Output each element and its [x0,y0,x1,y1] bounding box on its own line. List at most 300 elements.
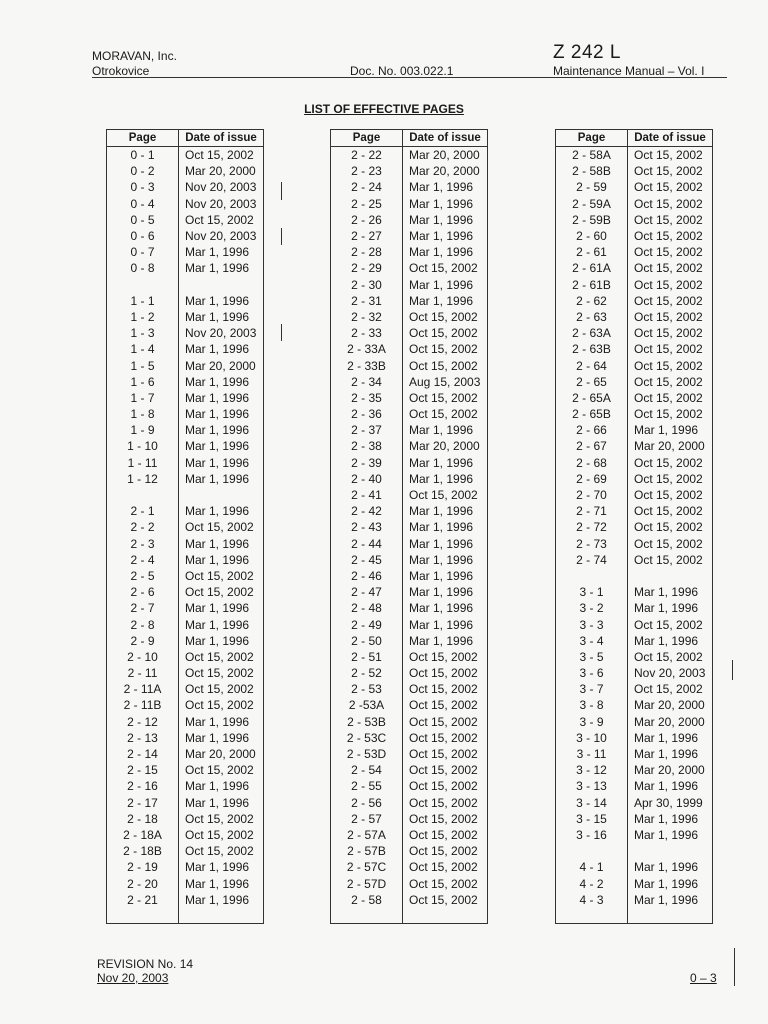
date-cell: Mar 1, 1996 [634,747,699,762]
date-cell: Mar 1, 1996 [185,471,250,486]
date-cell: Oct 15, 2002 [409,860,478,875]
page-cell: 1 - 11 [107,455,179,471]
page-cell: 2 - 58 [331,892,403,908]
table-row [556,892,713,908]
table-row [331,163,488,179]
date-cell: Oct 15, 2002 [634,390,703,405]
date-cell: Mar 1, 1996 [185,293,250,308]
date-cell: Mar 1, 1996 [409,552,474,567]
page-cell: 2 - 34 [331,374,403,390]
page-cell: 2 - 61 [556,244,628,260]
table-row [107,455,264,471]
table-row [107,374,264,390]
table-row [331,325,488,341]
page-cell: 0 - 3 [107,179,179,195]
table-row [331,600,488,616]
table-row [107,875,264,891]
date-cell: Oct 15, 2002 [409,682,478,697]
table-row [107,714,264,730]
table-row [107,212,264,228]
page-cell: 3 - 6 [556,665,628,681]
table-row [107,649,264,665]
page-cell: 3 - 12 [556,762,628,778]
date-cell: Oct 15, 2002 [185,585,254,600]
date-cell: Oct 15, 2002 [634,164,703,179]
page-cell: 2 - 63B [556,341,628,357]
date-cell: Mar 1, 1996 [634,601,699,616]
date-cell: Oct 15, 2002 [409,747,478,762]
table-row [107,293,264,309]
table-row [331,471,488,487]
page-cell: 2 - 19 [107,859,179,875]
page-cell: 2 - 65B [556,406,628,422]
page-cell: 2 - 52 [331,665,403,681]
table-row [331,859,488,875]
date-cell: Nov 20, 2003 [185,180,257,195]
table-row [556,471,713,487]
table-row [331,795,488,811]
page-cell: 2 - 2 [107,519,179,535]
date-cell: Oct 15, 2002 [409,488,478,503]
date-cell: Oct 15, 2002 [634,293,703,308]
table-row [107,196,264,212]
table-row [331,244,488,260]
page-cell: 2 - 4 [107,552,179,568]
table-row [107,244,264,260]
date-cell: Oct 15, 2002 [634,277,703,292]
table-row [107,600,264,616]
table-row [556,859,713,875]
page-cell: 1 - 8 [107,406,179,422]
table-row [107,487,264,503]
date-cell: Oct 15, 2002 [634,536,703,551]
table-row [331,584,488,600]
page-cell: 2 - 53C [331,730,403,746]
table-row [556,568,713,584]
table-row [331,228,488,244]
date-cell: Oct 15, 2002 [634,504,703,519]
page-cell: 3 - 10 [556,730,628,746]
date-cell: Oct 15, 2002 [634,326,703,341]
date-cell: Oct 15, 2002 [185,844,254,859]
page-cell: 1 - 12 [107,471,179,487]
page-cell: 2 - 22 [331,147,403,164]
revision-change-bar [732,660,733,680]
table-row [331,875,488,891]
table-row [331,568,488,584]
page-cell [556,843,628,859]
date-cell: Oct 15, 2002 [409,407,478,422]
date-cell: Oct 15, 2002 [409,730,478,745]
date-cell: Oct 15, 2002 [409,358,478,373]
page-cell: 2 - 12 [107,714,179,730]
date-cell: Oct 15, 2002 [185,148,254,163]
date-cell: Mar 20, 2000 [634,714,705,729]
page-cell: 2 - 71 [556,503,628,519]
header-date: Date of issue [179,130,264,147]
date-cell: Mar 1, 1996 [409,568,474,583]
date-cell: Mar 20, 2000 [634,698,705,713]
company-name: MORAVAN, Inc. [92,49,177,63]
date-cell: Mar 1, 1996 [634,827,699,842]
table-row [331,293,488,309]
page-cell: 2 - 14 [107,746,179,762]
date-cell: Oct 15, 2002 [634,229,703,244]
date-cell: Mar 20, 2000 [185,747,256,762]
table-filler-row [556,908,713,924]
date-cell: Oct 15, 2002 [409,390,478,405]
date-cell: Oct 15, 2002 [634,488,703,503]
date-cell: Mar 1, 1996 [634,811,699,826]
revision-change-bar [281,182,282,200]
page-cell: 2 - 74 [556,552,628,568]
table-row [107,778,264,794]
date-cell: Mar 1, 1996 [185,504,250,519]
table-row [331,697,488,713]
table-row [331,519,488,535]
header-rule [92,77,727,78]
table-row [107,163,264,179]
date-cell: Mar 1, 1996 [185,601,250,616]
table-row [107,503,264,519]
date-cell: Mar 1, 1996 [634,585,699,600]
page-cell: 2 - 66 [556,422,628,438]
table-row [556,341,713,357]
page-cell: 2 - 44 [331,536,403,552]
date-cell [179,277,264,293]
table-row [556,762,713,778]
date-cell: Mar 20, 2000 [185,164,256,179]
page-cell: 2 - 33 [331,325,403,341]
page-cell: 2 - 7 [107,600,179,616]
header-page: Page [556,130,628,147]
table-row [331,422,488,438]
table-row [556,293,713,309]
page-cell: 2 - 53 [331,681,403,697]
date-cell: Mar 1, 1996 [185,617,250,632]
page-cell: 2 - 11 [107,665,179,681]
table-row [331,714,488,730]
page-cell: 2 - 24 [331,179,403,195]
date-cell: Mar 1, 1996 [634,779,699,794]
page-cell: 2 - 28 [331,244,403,260]
date-cell: Mar 1, 1996 [185,439,250,454]
page-cell: 2 - 58B [556,163,628,179]
date-cell: Mar 1, 1996 [185,876,250,891]
table-row [331,665,488,681]
table-row [331,503,488,519]
table-row [556,228,713,244]
revision-date: Nov 20, 2003 [97,971,169,985]
table-row [556,584,713,600]
date-cell: Apr 30, 1999 [634,795,703,810]
table-row [556,811,713,827]
table-row [556,681,713,697]
page-cell: 3 - 7 [556,681,628,697]
page-cell: 1 - 7 [107,390,179,406]
date-cell: Oct 15, 2002 [634,180,703,195]
page-cell: 2 - 69 [556,471,628,487]
page-cell: 2 - 31 [331,293,403,309]
table-row [556,746,713,762]
page-cell: 2 - 70 [556,487,628,503]
date-cell: Mar 1, 1996 [634,892,699,907]
table-row [107,730,264,746]
page-cell: 2 - 57A [331,827,403,843]
table-row [107,568,264,584]
date-cell: Mar 1, 1996 [185,261,250,276]
page-cell: 2 - 61B [556,277,628,293]
date-cell: Mar 1, 1996 [409,585,474,600]
page-cell: 2 - 1 [107,503,179,519]
date-cell: Oct 15, 2002 [634,649,703,664]
date-cell: Oct 15, 2002 [185,649,254,664]
date-cell: Mar 1, 1996 [185,860,250,875]
date-cell: Mar 1, 1996 [185,714,250,729]
date-cell: Mar 1, 1996 [409,471,474,486]
page-cell: 2 - 62 [556,293,628,309]
table-row [107,859,264,875]
page-title: LIST OF EFFECTIVE PAGES [304,102,464,116]
table-row [107,179,264,195]
table-row [331,892,488,908]
date-cell: Mar 1, 1996 [185,795,250,810]
filler-cell [179,908,264,924]
revision-number: REVISION No. 14 [97,957,194,971]
page-cell: 2 - 6 [107,584,179,600]
table-row [107,616,264,632]
page-cell: 2 - 18 [107,811,179,827]
page-cell: 2 - 35 [331,390,403,406]
page-cell: 2 -53A [331,697,403,713]
revision-change-bar [734,948,735,986]
table-row [556,455,713,471]
date-cell: Mar 1, 1996 [409,180,474,195]
page-cell: 2 - 59B [556,212,628,228]
date-cell: Oct 15, 2002 [409,811,478,826]
table-row [556,697,713,713]
table-row [556,536,713,552]
table-filler-row [331,908,488,924]
date-cell: Mar 1, 1996 [634,860,699,875]
page-cell: 3 - 2 [556,600,628,616]
page-cell: 3 - 15 [556,811,628,827]
page-cell: 0 - 8 [107,260,179,276]
date-cell: Mar 1, 1996 [185,730,250,745]
date-cell: Nov 20, 2003 [185,229,257,244]
page-cell: 2 - 68 [556,455,628,471]
table-row [556,649,713,665]
page-cell: 3 - 4 [556,633,628,649]
date-cell: Mar 1, 1996 [185,779,250,794]
table-row [556,552,713,568]
page-cell: 2 - 59 [556,179,628,195]
table-row [107,422,264,438]
table-row [556,147,713,164]
date-cell: Mar 1, 1996 [185,245,250,260]
table-row [107,147,264,164]
table-row [556,875,713,891]
date-cell: Oct 15, 2002 [409,844,478,859]
page-cell: 1 - 1 [107,293,179,309]
header-page: Page [107,130,179,147]
table-row [331,762,488,778]
table-row [556,600,713,616]
page-cell: 2 - 25 [331,196,403,212]
date-cell: Oct 15, 2002 [185,666,254,681]
page-cell: 1 - 2 [107,309,179,325]
date-cell: Oct 15, 2002 [409,698,478,713]
date-cell: Oct 15, 2002 [409,649,478,664]
table-row [556,309,713,325]
page-cell: 2 - 57 [331,811,403,827]
page-cell: 2 - 63 [556,309,628,325]
page-cell: 0 - 4 [107,196,179,212]
page-cell: 2 - 29 [331,260,403,276]
table-row [331,487,488,503]
date-cell: Nov 20, 2003 [634,666,706,681]
table-row [556,260,713,276]
table-row [331,406,488,422]
table-row [107,325,264,341]
page-cell: 2 - 18B [107,843,179,859]
filler-cell [403,908,488,924]
table-row [556,519,713,535]
page-cell: 2 - 65 [556,374,628,390]
page-cell: 3 - 14 [556,795,628,811]
date-cell: Mar 20, 2000 [634,763,705,778]
table-row [556,406,713,422]
table-row [107,633,264,649]
date-cell: Mar 1, 1996 [409,633,474,648]
date-cell: Oct 15, 2002 [634,374,703,389]
page-cell: 2 - 10 [107,649,179,665]
page-cell: 2 - 40 [331,471,403,487]
table-filler-row [107,908,264,924]
table-row [556,163,713,179]
date-cell: Oct 15, 2002 [409,876,478,891]
table-row [556,374,713,390]
date-cell: Oct 15, 2002 [409,763,478,778]
page-cell: 2 - 53B [331,714,403,730]
date-cell: Oct 15, 2002 [409,827,478,842]
header-date: Date of issue [403,130,488,147]
date-cell: Mar 1, 1996 [185,390,250,405]
table-row [107,762,264,778]
table-row [331,746,488,762]
date-cell: Oct 15, 2002 [409,779,478,794]
page-cell: 2 - 61A [556,260,628,276]
page-cell: 2 - 55 [331,778,403,794]
date-cell: Oct 15, 2002 [634,455,703,470]
date-cell: Oct 15, 2002 [185,698,254,713]
date-cell: Oct 15, 2002 [634,309,703,324]
table-row [556,325,713,341]
page-cell: 2 - 63A [556,325,628,341]
date-cell: Mar 20, 2000 [185,358,256,373]
page-cell: 2 - 21 [107,892,179,908]
date-cell: Nov 20, 2003 [185,196,257,211]
page-cell [107,277,179,293]
date-cell: Oct 15, 2002 [634,471,703,486]
table-row [331,730,488,746]
table-row [331,179,488,195]
page-cell: 2 - 47 [331,584,403,600]
page-cell: 0 - 5 [107,212,179,228]
date-cell: Mar 1, 1996 [409,229,474,244]
page-cell: 2 - 64 [556,357,628,373]
date-cell: Mar 1, 1996 [634,633,699,648]
date-cell: Mar 1, 1996 [185,552,250,567]
page-cell: 2 - 9 [107,633,179,649]
page-cell: 2 - 33B [331,357,403,373]
page-cell: 2 - 59A [556,196,628,212]
table-row [107,681,264,697]
table-row [331,616,488,632]
date-cell: Oct 15, 2002 [409,714,478,729]
date-cell: Oct 15, 2002 [634,407,703,422]
page-cell: 2 - 38 [331,438,403,454]
page-cell: 2 - 60 [556,228,628,244]
date-cell: Mar 1, 1996 [185,536,250,551]
date-cell: Oct 15, 2002 [634,261,703,276]
date-cell: Mar 1, 1996 [409,455,474,470]
table-row [107,892,264,908]
date-cell: Aug 15, 2003 [409,374,481,389]
table-row [107,519,264,535]
table-row [107,471,264,487]
table-row [556,196,713,212]
page-cell [107,487,179,503]
date-cell: Mar 1, 1996 [409,536,474,551]
table-row [331,681,488,697]
page-cell: 2 - 3 [107,536,179,552]
date-cell: Mar 20, 2000 [409,439,480,454]
table-row [556,730,713,746]
page-cell: 2 - 18A [107,827,179,843]
page-cell: 1 - 4 [107,341,179,357]
date-cell: Mar 20, 2000 [409,164,480,179]
date-cell: Oct 15, 2002 [409,666,478,681]
filler-cell [331,908,403,924]
date-cell: Mar 1, 1996 [185,423,250,438]
page-cell: 2 - 48 [331,600,403,616]
filler-cell [107,908,179,924]
table-row [331,212,488,228]
date-cell: Oct 15, 2002 [409,795,478,810]
date-cell: Mar 20, 2000 [409,148,480,163]
table-row [331,260,488,276]
date-cell: Mar 1, 1996 [409,601,474,616]
table-row [107,843,264,859]
date-cell: Mar 1, 1996 [634,423,699,438]
page-cell: 2 - 50 [331,633,403,649]
date-cell: Oct 15, 2002 [409,342,478,357]
date-cell: Mar 1, 1996 [409,504,474,519]
table-row [107,341,264,357]
page-cell: 1 - 3 [107,325,179,341]
date-cell: Oct 15, 2002 [185,682,254,697]
page-cell: 2 - 33A [331,341,403,357]
revision-change-bar [281,324,282,341]
table-row [331,843,488,859]
table-row [331,633,488,649]
table-row [331,374,488,390]
table-row [107,746,264,762]
page-cell: 2 - 37 [331,422,403,438]
date-cell: Oct 15, 2002 [634,245,703,260]
table-row [107,665,264,681]
